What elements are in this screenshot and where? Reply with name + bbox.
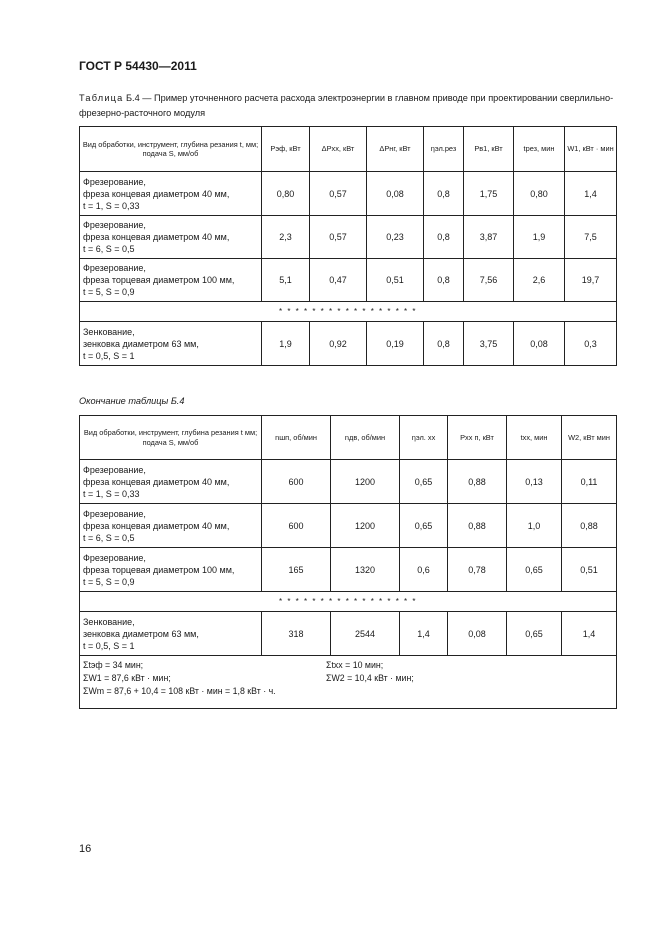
cell: 0,80	[262, 172, 310, 216]
table-row	[80, 216, 617, 259]
cell: 1,9	[514, 216, 565, 259]
cell: 600	[262, 504, 331, 548]
cell: 2,3	[262, 216, 310, 259]
omitted-rows-separator	[80, 592, 617, 612]
cell: 0,3	[565, 322, 617, 366]
col-header-eta-xx: ηэл. хх	[400, 416, 448, 460]
sum-wm: ΣWm = 87,6 + 10,4 = 108 кВт · мин = 1,8 кВт · ч.	[83, 686, 276, 696]
caption-number: Б.4 —	[123, 93, 154, 103]
col-header-t-rez: tрез, мин	[514, 127, 565, 172]
cell: 600	[262, 460, 331, 504]
sum-w1: ΣW1 = 87,6 кВт · мин;	[83, 673, 171, 683]
stars-row: * * * * * * * * * * * * * * * * *	[80, 302, 617, 322]
cell: 0,47	[310, 259, 367, 302]
cell: 3,75	[464, 322, 514, 366]
cell: 1,4	[565, 172, 617, 216]
cell: 0,08	[367, 172, 424, 216]
cell: 2544	[331, 612, 400, 656]
table-row	[80, 548, 617, 592]
cell: 1320	[331, 548, 400, 592]
summary-cell	[80, 656, 617, 709]
table-header-row	[80, 416, 617, 460]
table-row	[80, 504, 617, 548]
caption-prefix: Таблица	[79, 93, 124, 103]
cell: 0,88	[562, 504, 617, 548]
row-operation: Фрезерование, фреза концевая диаметром 40 мм, t = 1, S = 0,33	[80, 460, 262, 504]
energy-table-part1	[79, 126, 617, 366]
table-row	[80, 612, 617, 656]
cell: 0,23	[367, 216, 424, 259]
cell: 0,80	[514, 172, 565, 216]
cell: 2,6	[514, 259, 565, 302]
col-header-operation: Вид обработки, инструмент, глубина резания t, мм; подача S, мм/об	[80, 127, 262, 172]
cell: 1,0	[507, 504, 562, 548]
cell: 0,65	[507, 612, 562, 656]
row-operation: Фрезерование, фреза концевая диаметром 40 мм, t = 1, S = 0,33	[80, 172, 262, 216]
table-row	[80, 259, 617, 302]
cell: 165	[262, 548, 331, 592]
cell: 0,65	[400, 504, 448, 548]
col-header-n-shp: nшп, об/мин	[262, 416, 331, 460]
col-header-w2: W2, кВт мин	[562, 416, 617, 460]
energy-table-part2	[79, 415, 617, 709]
row-operation: Фрезерование, фреза торцевая диаметром 100 мм, t = 5, S = 0,9	[80, 548, 262, 592]
cell: 7,56	[464, 259, 514, 302]
cell: 318	[262, 612, 331, 656]
continuation-caption: Окончание таблицы Б.4	[79, 396, 185, 406]
table-header-row	[80, 127, 617, 172]
table-row	[80, 172, 617, 216]
cell: 1200	[331, 460, 400, 504]
cell: 0,8	[424, 259, 464, 302]
caption-text: Пример уточненного расчета расхода электроэнергии в главном приводе при проектировании сверлильно-фрезерно-расточного модуля	[79, 93, 614, 118]
col-header-p-xx: Pхх п, кВт	[448, 416, 507, 460]
summary-row	[80, 656, 617, 709]
row-operation: Фрезерование, фреза концевая диаметром 40 мм, t = 6, S = 0,5	[80, 216, 262, 259]
cell: 0,88	[448, 504, 507, 548]
col-header-p-v1: Pв1, кВт	[464, 127, 514, 172]
row-operation: Фрезерование, фреза торцевая диаметром 100 мм, t = 5, S = 0,9	[80, 259, 262, 302]
cell: 1200	[331, 504, 400, 548]
cell: 3,87	[464, 216, 514, 259]
cell: 5,1	[262, 259, 310, 302]
cell: 0,13	[507, 460, 562, 504]
row-operation: Зенкование, зенковка диаметром 63 мм, t = 0,5, S = 1	[80, 322, 262, 366]
cell: 1,75	[464, 172, 514, 216]
col-header-n-dv: nдв, об/мин	[331, 416, 400, 460]
col-header-p-ef: Pэф, кВт	[262, 127, 310, 172]
sum-w2: ΣW2 = 10,4 кВт · мин;	[326, 673, 414, 683]
document-id: ГОСТ Р 54430—2011	[79, 59, 197, 73]
cell: 1,4	[400, 612, 448, 656]
stars-row: * * * * * * * * * * * * * * * * *	[80, 592, 617, 612]
cell: 0,57	[310, 172, 367, 216]
col-header-w1: W1, кВт · мин	[565, 127, 617, 172]
table-row	[80, 460, 617, 504]
cell: 0,6	[400, 548, 448, 592]
cell: 0,78	[448, 548, 507, 592]
cell: 0,11	[562, 460, 617, 504]
cell: 0,65	[507, 548, 562, 592]
cell: 0,92	[310, 322, 367, 366]
table-caption	[79, 91, 616, 121]
cell: 0,19	[367, 322, 424, 366]
col-header-dp-xx: ΔPхх, кВт	[310, 127, 367, 172]
cell: 0,8	[424, 322, 464, 366]
cell: 1,4	[562, 612, 617, 656]
cell: 19,7	[565, 259, 617, 302]
row-operation: Фрезерование, фреза концевая диаметром 40 мм, t = 6, S = 0,5	[80, 504, 262, 548]
cell: 0,8	[424, 172, 464, 216]
cell: 7,5	[565, 216, 617, 259]
cell: 0,08	[514, 322, 565, 366]
sum-t-ef: Σtэф = 34 мин;	[83, 660, 144, 670]
table-row	[80, 322, 617, 366]
cell: 0,51	[367, 259, 424, 302]
cell: 0,57	[310, 216, 367, 259]
page-number: 16	[79, 843, 92, 855]
cell: 0,08	[448, 612, 507, 656]
col-header-eta: ηэл.рез	[424, 127, 464, 172]
col-header-operation: Вид обработки, инструмент, глубина резания t мм; подача S, мм/об	[80, 416, 262, 460]
col-header-t-xx: tхх, мин	[507, 416, 562, 460]
cell: 1,9	[262, 322, 310, 366]
cell: 0,88	[448, 460, 507, 504]
omitted-rows-separator	[80, 302, 617, 322]
cell: 0,65	[400, 460, 448, 504]
sum-t-xx: Σtхх = 10 мин;	[326, 660, 384, 670]
cell: 0,8	[424, 216, 464, 259]
col-header-dp-ng: ΔPнг, кВт	[367, 127, 424, 172]
cell: 0,51	[562, 548, 617, 592]
row-operation: Зенкование, зенковка диаметром 63 мм, t = 0,5, S = 1	[80, 612, 262, 656]
